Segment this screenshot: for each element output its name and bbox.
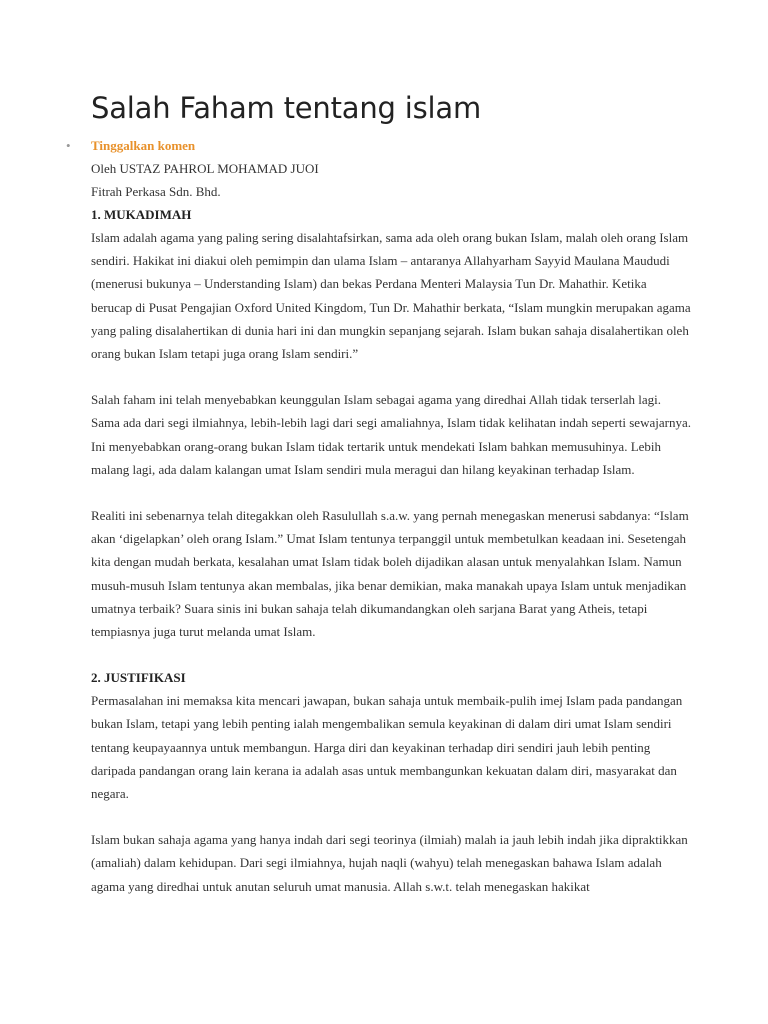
- publisher-line: Fitrah Perkasa Sdn. Bhd.: [91, 184, 221, 199]
- section-heading-justifikasi: 2. JUSTIFIKASI: [91, 670, 186, 686]
- spacer: [91, 805, 691, 828]
- leave-comment-link[interactable]: Tinggalkan komen: [91, 138, 196, 153]
- comment-row: [66, 134, 691, 157]
- paragraph-1: Islam adalah agama yang paling sering disalahtafsirkan, sama ada oleh orang bukan Islam, malah oleh orang Islam sendiri. Hakikat ini diakui oleh pemimpin dan ulama Islam – antaranya Allahyarham Sayyid Maulana Maududi (menerusi bukunya – Understanding Islam) dan bekas Perdana Menteri Malaysia Tun Dr. Mahathir. Ketika berucap di Pusat Pengajian Oxford United Kingdom, Tun Dr. Mahathir berkata, “Islam mungkin merupakan agama yang paling disalahertikan di dunia hari ini dan mungkin sepanjang sejarah. Islam bukan sahaja disalahertikan oleh orang bukan Islam tetapi juga orang Islam sendiri.”: [91, 230, 691, 362]
- spacer: [91, 365, 691, 388]
- bullet-icon: •: [66, 138, 71, 153]
- section-heading-mukadimah: 1. MUKADIMAH: [91, 207, 192, 222]
- paragraph-3: Realiti ini sebenarnya telah ditegakkan oleh Rasulullah s.a.w. yang pernah menegaskan menerusi sabdanya: “Islam akan ‘digelapkan’ oleh orang Islam.” Umat Islam tentunya terpanggil untuk membetulkan keadaan ini. Sesetengah kita dengan mudah berkata, kesalahan umat Islam tidak boleh dijadikan alasan untuk menyalahkan Islam. Namun musuh-musuh Islam tentunya akan membalas, jika benar demikian, maka manakah upaya Islam untuk menjadikan umatnya terbaik? Suara sinis ini bukan sahaja telah dikumandangkan oleh sarjana Barat yang Atheis, tetapi tempiasnya juga turut melanda umat Islam.: [91, 508, 689, 640]
- paragraph-2: Salah faham ini telah menyebabkan keunggulan Islam sebagai agama yang diredhai Allah tidak terserlah lagi. Sama ada dari segi ilmiahnya, lebih-lebih lagi dari segi amaliahnya, Islam tidak kelihatan indah seperti sewajarnya. Ini menyebabkan orang-orang bukan Islam tidak tertarik untuk mendekati Islam bahkan memusuhinya. Lebih malang lagi, ada dalam kalangan umat Islam sendiri mula meragui dan hilang keyakinan terhadap Islam.: [91, 392, 691, 477]
- paragraph-5: Islam bukan sahaja agama yang hanya indah dari segi teorinya (ilmiah) malah ia jauh lebih indah jika dipraktikkan (amaliah) dalam kehidupan. Dari segi ilmiahnya, hujah naqli (wahyu) telah menegaskan bahawa Islam adalah agama yang diredhai untuk anutan seluruh umat manusia. Allah s.w.t. telah menegaskan hakikat: [91, 832, 688, 894]
- page-title: Salah Faham tentang islam: [91, 91, 481, 125]
- spacer: [91, 481, 691, 504]
- author-line: Oleh USTAZ PAHROL MOHAMAD JUOI: [91, 161, 319, 176]
- spacer: [91, 643, 691, 666]
- paragraph-4: Permasalahan ini memaksa kita mencari jawapan, bukan sahaja untuk membaik-pulih imej Islam pada pandangan bukan Islam, tetapi yang lebih penting ialah mengembalikan semula keyakinan di dalam diri umat Islam sendiri tentang keupayaannya untuk membangun. Harga diri dan keyakinan terhadap diri sendiri jauh lebih penting daripada pandangan orang lain kerana ia adalah asas untuk membangunkan kekuatan dalam diri, masyarakat dan negara.: [91, 693, 683, 802]
- article: [66, 88, 691, 898]
